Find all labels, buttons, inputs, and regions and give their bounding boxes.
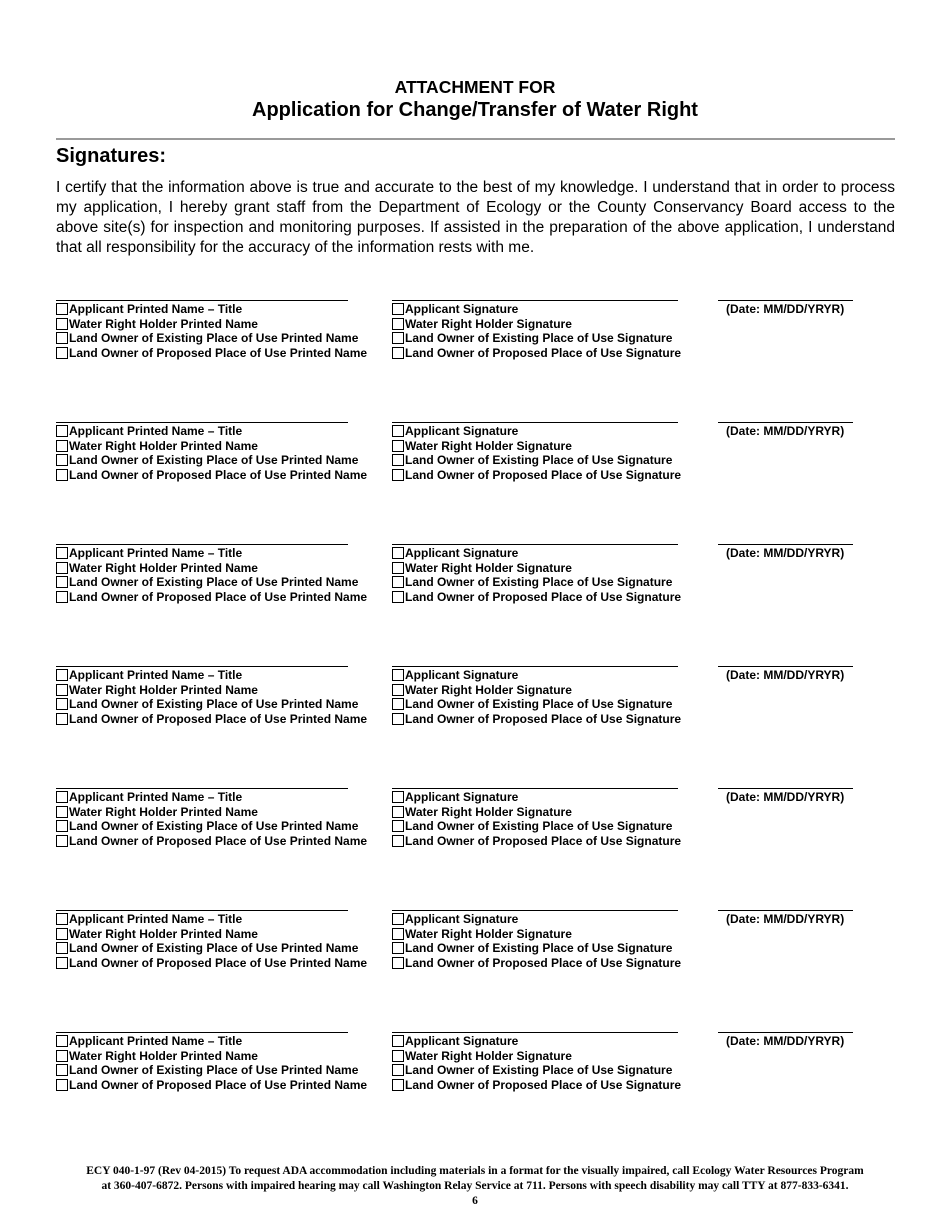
- checkbox[interactable]: [56, 684, 68, 696]
- date-column: [718, 788, 853, 805]
- option-label: Water Right Holder Printed Name: [69, 438, 258, 453]
- checkbox[interactable]: [392, 576, 404, 588]
- option-label: Land Owner of Proposed Place of Use Signature: [405, 467, 682, 482]
- checkbox[interactable]: [56, 303, 68, 315]
- signature-column: [392, 666, 681, 726]
- option-label: Land Owner of Proposed Place of Use Signature: [405, 589, 682, 604]
- checkbox[interactable]: [56, 440, 68, 452]
- option-label: Land Owner of Existing Place of Use Printed Name: [69, 697, 359, 711]
- date-label: (Date: MM/DD/YRYR): [726, 668, 845, 682]
- checkbox[interactable]: [392, 791, 404, 803]
- printed-name-column: [56, 788, 367, 848]
- option-label: Land Owner of Proposed Place of Use Signature: [405, 345, 682, 360]
- option-label: Water Right Holder Printed Name: [69, 1048, 258, 1063]
- option-label: Water Right Holder Signature: [405, 804, 572, 819]
- checkbox[interactable]: [392, 303, 404, 315]
- option-label: Applicant Printed Name – Title: [69, 424, 243, 438]
- checkbox[interactable]: [392, 425, 404, 437]
- checkbox[interactable]: [56, 928, 68, 940]
- checkbox[interactable]: [56, 591, 68, 603]
- option-label: Land Owner of Proposed Place of Use Printed Name: [69, 345, 368, 360]
- date-line[interactable]: [718, 300, 853, 301]
- option-label: Land Owner of Proposed Place of Use Printed Name: [69, 589, 368, 604]
- printed-name-line[interactable]: [56, 788, 348, 789]
- checkbox[interactable]: [56, 318, 68, 330]
- checkbox[interactable]: [392, 469, 404, 481]
- checkbox[interactable]: [392, 928, 404, 940]
- option-label: Applicant Signature: [405, 546, 519, 560]
- date-line[interactable]: [718, 788, 853, 789]
- checkbox[interactable]: [392, 1035, 404, 1047]
- date-column: [718, 422, 853, 439]
- date-column: [718, 544, 853, 561]
- option-label: Water Right Holder Signature: [405, 560, 572, 575]
- checkbox[interactable]: [392, 913, 404, 925]
- option-label: Land Owner of Existing Place of Use Printed Name: [69, 819, 359, 833]
- footer-line-2: at 360-407-6872. Persons with impaired hearing may call Washington Relay Service at 711. Persons with speech disability may call TTY at 877-833-6341.: [101, 1180, 849, 1192]
- option-label: Applicant Printed Name – Title: [69, 790, 243, 804]
- date-label: (Date: MM/DD/YRYR): [726, 302, 845, 316]
- date-label: (Date: MM/DD/YRYR): [726, 1034, 845, 1048]
- option-label: Land Owner of Existing Place of Use Signature: [405, 331, 673, 345]
- printed-name-line[interactable]: [56, 1032, 348, 1033]
- printed-name-column: [56, 300, 367, 360]
- checkbox[interactable]: [392, 591, 404, 603]
- option-label: Land Owner of Existing Place of Use Printed Name: [69, 575, 359, 589]
- signature-block: [0, 666, 950, 746]
- checkbox[interactable]: [56, 454, 68, 466]
- option-label: Applicant Printed Name – Title: [69, 668, 243, 682]
- certification-text: I certify that the information above is true and accurate to the best of my knowledge. I understand that in order to process my application, I hereby grant staff from the Department of Ecology or the County Conservancy Board access to the above site(s) for inspection and monitoring purposes. If assisted in the preparation of the above application, I understand that all responsibility for the accuracy of the information rests with me.: [56, 179, 895, 256]
- option-label: Land Owner of Existing Place of Use Printed Name: [69, 331, 359, 345]
- option-label: Water Right Holder Signature: [405, 926, 572, 941]
- date-column: [718, 1032, 853, 1049]
- checkbox[interactable]: [56, 425, 68, 437]
- printed-name-column: [56, 544, 367, 604]
- option-label: Water Right Holder Signature: [405, 1048, 572, 1063]
- option-label: Land Owner of Proposed Place of Use Signature: [405, 1077, 682, 1092]
- printed-name-column: [56, 910, 367, 970]
- checkbox[interactable]: [56, 469, 68, 481]
- signature-line[interactable]: [392, 910, 678, 911]
- date-label: (Date: MM/DD/YRYR): [726, 912, 845, 926]
- option-label: Land Owner of Existing Place of Use Printed Name: [69, 453, 359, 467]
- option-label: Land Owner of Proposed Place of Use Printed Name: [69, 833, 368, 848]
- option-label: Water Right Holder Printed Name: [69, 316, 258, 331]
- option-label: Land Owner of Proposed Place of Use Printed Name: [69, 955, 368, 970]
- checkbox[interactable]: [56, 347, 68, 359]
- option-label: Applicant Printed Name – Title: [69, 546, 243, 560]
- option-label: Water Right Holder Printed Name: [69, 560, 258, 575]
- checkbox[interactable]: [56, 576, 68, 588]
- printed-name-column: [56, 666, 367, 726]
- checkbox[interactable]: [392, 820, 404, 832]
- option-label: Land Owner of Proposed Place of Use Signature: [405, 833, 682, 848]
- date-line[interactable]: [718, 910, 853, 911]
- checkbox[interactable]: [392, 1079, 404, 1091]
- page-header: [0, 76, 950, 122]
- attachment-title: ATTACHMENT FOR: [394, 77, 556, 97]
- date-column: [718, 910, 853, 927]
- checkbox[interactable]: [56, 547, 68, 559]
- checkbox[interactable]: [56, 820, 68, 832]
- checkbox[interactable]: [56, 713, 68, 725]
- checkbox[interactable]: [56, 1050, 68, 1062]
- option-label: Applicant Signature: [405, 790, 519, 804]
- signature-block: [0, 788, 950, 868]
- checkbox[interactable]: [392, 669, 404, 681]
- option-label: Land Owner of Existing Place of Use Printed Name: [69, 1063, 359, 1077]
- checkbox[interactable]: [392, 454, 404, 466]
- checkbox[interactable]: [56, 957, 68, 969]
- checkbox[interactable]: [392, 942, 404, 954]
- header-divider: [56, 138, 895, 140]
- option-label: Land Owner of Existing Place of Use Signature: [405, 819, 673, 833]
- signature-column: [392, 422, 681, 482]
- option-label: Land Owner of Proposed Place of Use Printed Name: [69, 1077, 368, 1092]
- option-label: Applicant Signature: [405, 1034, 519, 1048]
- checkbox[interactable]: [392, 684, 404, 696]
- signature-block: [0, 1032, 950, 1112]
- checkbox[interactable]: [56, 942, 68, 954]
- date-label: (Date: MM/DD/YRYR): [726, 790, 845, 804]
- signature-column: [392, 788, 681, 848]
- date-column: [718, 300, 853, 317]
- option-label: Land Owner of Existing Place of Use Printed Name: [69, 941, 359, 955]
- option-label: Land Owner of Existing Place of Use Signature: [405, 1063, 673, 1077]
- date-line[interactable]: [718, 1032, 853, 1033]
- checkbox[interactable]: [56, 835, 68, 847]
- checkbox[interactable]: [392, 835, 404, 847]
- signature-column: [392, 910, 681, 970]
- checkbox[interactable]: [392, 957, 404, 969]
- checkbox[interactable]: [392, 347, 404, 359]
- option-label: Water Right Holder Signature: [405, 682, 572, 697]
- option-label: Land Owner of Existing Place of Use Signature: [405, 575, 673, 589]
- application-title: Application for Change/Transfer of Water Right: [252, 99, 698, 121]
- printed-name-column: [56, 1032, 367, 1092]
- signature-line[interactable]: [392, 788, 678, 789]
- date-line[interactable]: [718, 666, 853, 667]
- checkbox[interactable]: [392, 318, 404, 330]
- checkbox[interactable]: [56, 1064, 68, 1076]
- option-label: Land Owner of Existing Place of Use Signature: [405, 697, 673, 711]
- checkbox[interactable]: [392, 713, 404, 725]
- option-label: Land Owner of Existing Place of Use Signature: [405, 453, 673, 467]
- checkbox[interactable]: [56, 1079, 68, 1091]
- checkbox[interactable]: [392, 806, 404, 818]
- option-label: Applicant Printed Name – Title: [69, 912, 243, 926]
- signature-block: [0, 422, 950, 502]
- signature-block: [0, 910, 950, 990]
- checkbox[interactable]: [56, 669, 68, 681]
- checkbox[interactable]: [392, 440, 404, 452]
- checkbox[interactable]: [392, 1050, 404, 1062]
- footer-line-1: ECY 040-1-97 (Rev 04-2015) To request ADA accommodation including materials in a format for the visually impaired, call Ecology Water Resources Program: [86, 1165, 864, 1177]
- checkbox[interactable]: [56, 562, 68, 574]
- signature-column: [392, 300, 681, 360]
- checkbox[interactable]: [392, 1064, 404, 1076]
- checkbox[interactable]: [392, 562, 404, 574]
- signature-line[interactable]: [392, 1032, 678, 1033]
- signature-line[interactable]: [392, 300, 678, 301]
- date-line[interactable]: [718, 422, 853, 423]
- checkbox[interactable]: [392, 332, 404, 344]
- date-label: (Date: MM/DD/YRYR): [726, 424, 845, 438]
- signature-line[interactable]: [392, 422, 678, 423]
- signature-block: [0, 300, 950, 380]
- date-label: (Date: MM/DD/YRYR): [726, 546, 845, 560]
- option-label: Land Owner of Existing Place of Use Signature: [405, 941, 673, 955]
- date-line[interactable]: [718, 544, 853, 545]
- checkbox[interactable]: [392, 547, 404, 559]
- checkbox[interactable]: [56, 698, 68, 710]
- checkbox[interactable]: [56, 791, 68, 803]
- option-label: Applicant Signature: [405, 912, 519, 926]
- option-label: Applicant Signature: [405, 302, 519, 316]
- option-label: Land Owner of Proposed Place of Use Signature: [405, 711, 682, 726]
- signature-block: [0, 544, 950, 624]
- option-label: Water Right Holder Printed Name: [69, 926, 258, 941]
- checkbox[interactable]: [392, 698, 404, 710]
- option-label: Water Right Holder Signature: [405, 438, 572, 453]
- option-label: Land Owner of Proposed Place of Use Signature: [405, 955, 682, 970]
- printed-name-line[interactable]: [56, 544, 348, 545]
- checkbox[interactable]: [56, 332, 68, 344]
- printed-name-column: [56, 422, 367, 482]
- signature-column: [392, 1032, 681, 1092]
- checkbox[interactable]: [56, 913, 68, 925]
- option-label: Applicant Printed Name – Title: [69, 302, 243, 316]
- printed-name-line[interactable]: [56, 422, 348, 423]
- option-label: Water Right Holder Signature: [405, 316, 572, 331]
- printed-name-line[interactable]: [56, 300, 348, 301]
- signature-line[interactable]: [392, 544, 678, 545]
- printed-name-line[interactable]: [56, 910, 348, 911]
- page-footer: [0, 1164, 950, 1209]
- date-column: [718, 666, 853, 683]
- signature-column: [392, 544, 681, 604]
- option-label: Applicant Signature: [405, 424, 519, 438]
- option-label: Water Right Holder Printed Name: [69, 682, 258, 697]
- option-label: Land Owner of Proposed Place of Use Printed Name: [69, 711, 368, 726]
- option-label: Applicant Signature: [405, 668, 519, 682]
- option-label: Water Right Holder Printed Name: [69, 804, 258, 819]
- signature-line[interactable]: [392, 666, 678, 667]
- printed-name-line[interactable]: [56, 666, 348, 667]
- option-label: Land Owner of Proposed Place of Use Printed Name: [69, 467, 368, 482]
- option-label: Applicant Printed Name – Title: [69, 1034, 243, 1048]
- checkbox[interactable]: [56, 806, 68, 818]
- signatures-heading: Signatures:: [56, 145, 167, 167]
- checkbox[interactable]: [56, 1035, 68, 1047]
- page-number: 6: [472, 1195, 478, 1207]
